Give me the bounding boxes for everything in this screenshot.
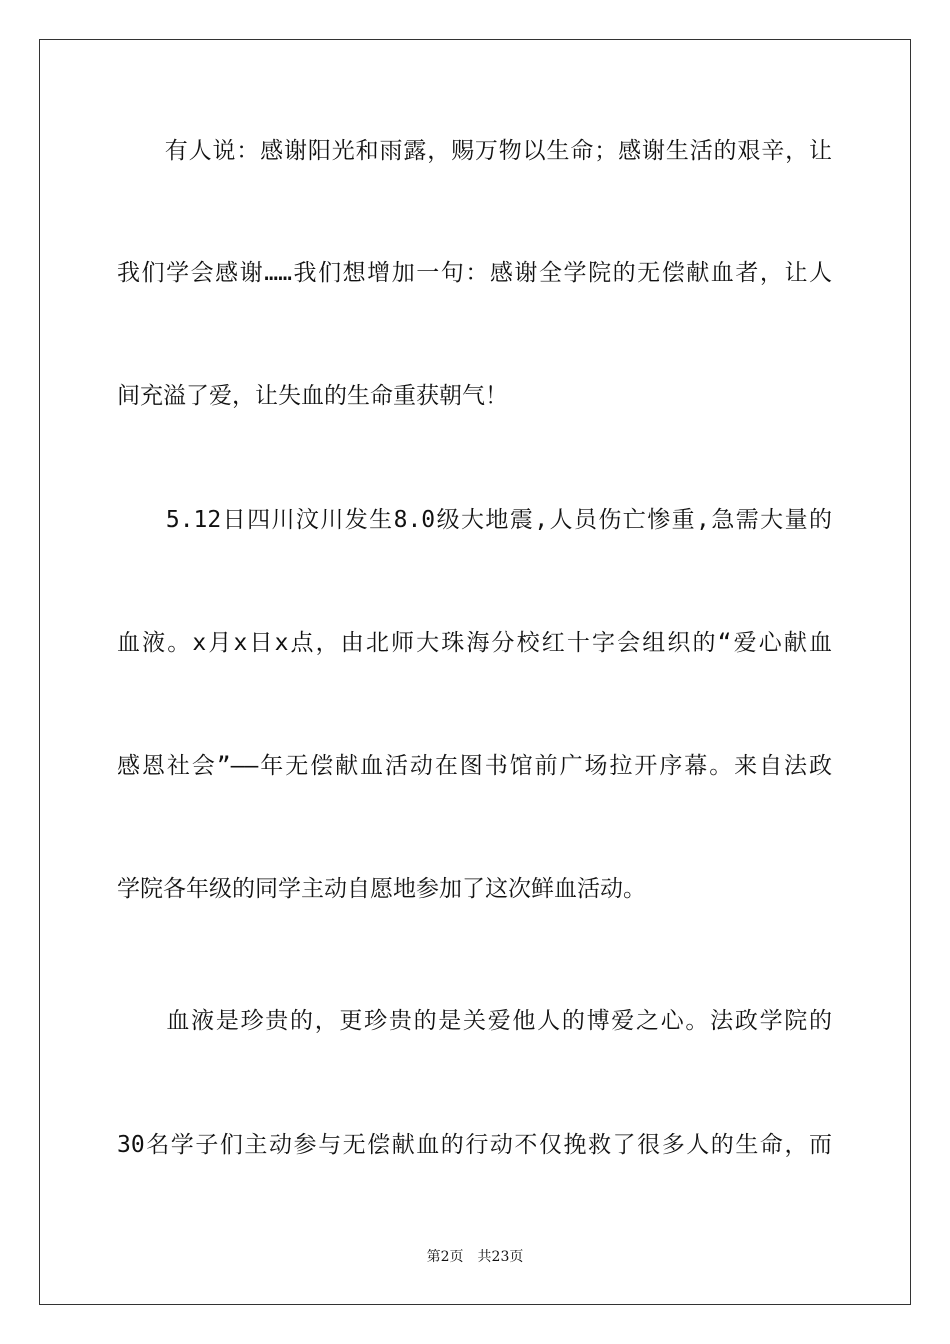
page-number-footer: 第2页 共23页 <box>426 1249 524 1265</box>
body-text-line: 30名学子们主动参与无偿献血的行动不仅挽救了很多人的生命，而 <box>117 1132 832 1158</box>
body-text-line: 学院各年级的同学主动自愿地参加了这次鲜血活动。 <box>117 876 646 902</box>
body-text-line: 血液是珍贵的，更珍贵的是关爱他人的博爱之心。法政学院的 <box>117 1008 832 1034</box>
body-text-line: 间充溢了爱，让失血的生命重获朝气！ <box>117 383 508 409</box>
body-text-line: 我们学会感谢……我们想增加一句：感谢全学院的无偿献血者，让人 <box>117 260 832 286</box>
body-text-line: 感恩社会”——年无偿献血活动在图书馆前广场拉开序幕。来自法政 <box>117 753 832 779</box>
body-text-line: 有人说：感谢阳光和雨露，赐万物以生命；感谢生活的艰辛，让 <box>117 138 832 164</box>
body-text-line: 血液。x月x日x点，由北师大珠海分校红十字会组织的“爱心献血 <box>117 630 832 656</box>
body-text-line: 5.12日四川汶川发生8.0级大地震,人员伤亡惨重,急需大量的 <box>117 507 832 533</box>
page-border <box>39 39 911 1305</box>
